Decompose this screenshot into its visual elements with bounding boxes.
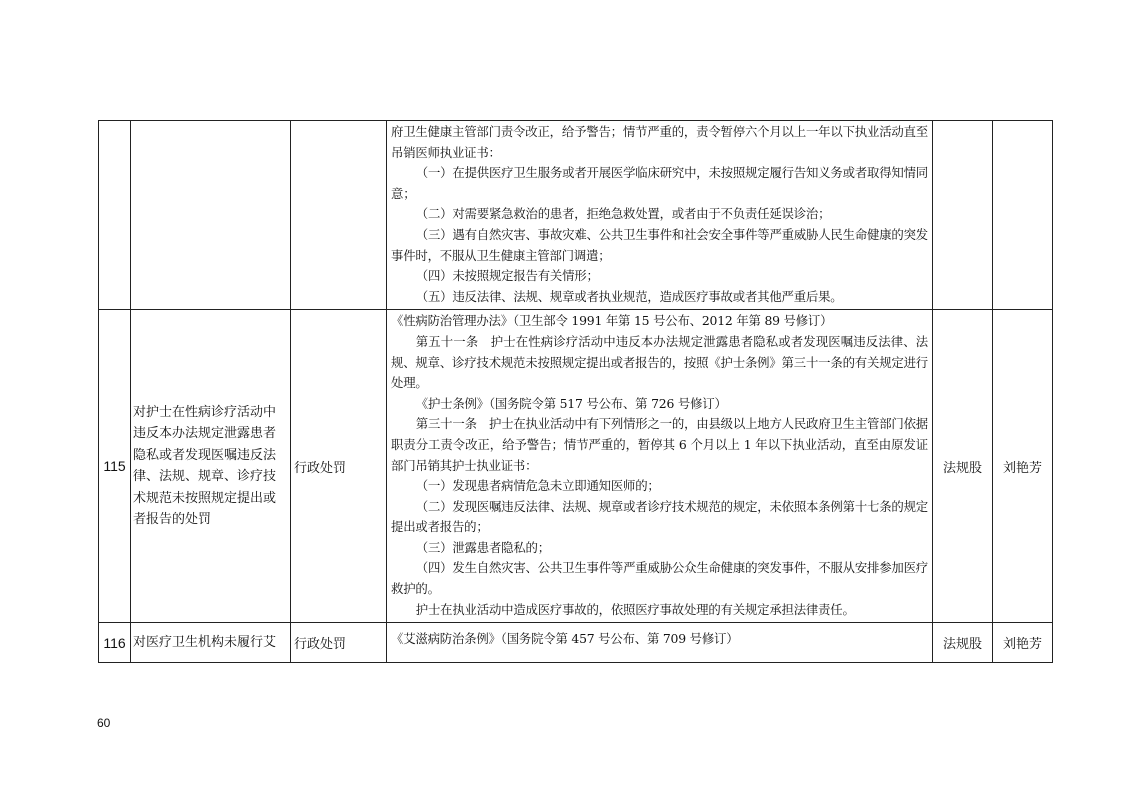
basis-paragraph: 《艾滋病防治条例》（国务院令第 457 号公布、第 709 号修订） bbox=[391, 631, 739, 647]
basis-paragraph: 《性病防治管理办法》（卫生部令 1991 年第 15 号公布、2012 年第 89 号修订） bbox=[391, 313, 833, 329]
item-name bbox=[131, 121, 291, 310]
item-name: 对护士在性病诊疗活动中违反本办法规定泄露患者隐私或者发现医嘱违反法律、法规、规章、诊疗技术规范未按照规定提出或者报告的处罚 bbox=[131, 310, 291, 623]
item-type: 行政处罚 bbox=[291, 310, 387, 623]
responsible-dept bbox=[933, 121, 993, 310]
table-row bbox=[99, 623, 1053, 663]
basis-paragraph: 护士在执业活动中造成医疗事故的，依照医疗事故处理的有关规定承担法律责任。 bbox=[415, 601, 855, 617]
row-number bbox=[99, 121, 131, 310]
table-row bbox=[99, 310, 1053, 623]
basis-paragraph: （三）遇有自然灾害、事故灾难、公共卫生事件和社会安全事件等严重威胁人民生命健康的突发事件时，不服从卫生健康主管部门调遣； bbox=[391, 226, 928, 263]
legal-basis bbox=[387, 121, 933, 310]
table-row bbox=[99, 121, 1053, 310]
responsible-person: 刘艳芳 bbox=[993, 310, 1053, 623]
page-number: 60 bbox=[97, 716, 111, 730]
basis-paragraph: （二）发现医嘱违反法律、法规、规章或者诊疗技术规范的规定，未依照本条例第十七条的规定提出或者报告的； bbox=[391, 498, 928, 535]
basis-paragraph: （三）泄露患者隐私的； bbox=[415, 539, 550, 555]
basis-paragraph: （四）未按照规定报告有关情形； bbox=[415, 268, 599, 284]
responsible-person: 刘艳芳 bbox=[993, 623, 1053, 663]
responsible-dept: 法规股 bbox=[933, 623, 993, 663]
legal-basis bbox=[387, 310, 933, 623]
responsible-dept: 法规股 bbox=[933, 310, 993, 623]
legal-basis bbox=[387, 623, 933, 663]
basis-paragraph: 第三十一条 护士在执业活动中有下列情形之一的，由县级以上地方人民政府卫生主管部门依据职责分工责令改正，给予警告；情节严重的，暂停其 6 个月以上 1 年以下执业活动，直至由原发证部门吊销其护士执业证书： bbox=[391, 416, 928, 473]
item-type: 行政处罚 bbox=[291, 623, 387, 663]
basis-paragraph: （五）违反法律、法规、规章或者执业规范，造成医疗事故或者其他严重后果。 bbox=[415, 288, 843, 304]
basis-paragraph: （四）发生自然灾害、公共卫生事件等严重威胁公众生命健康的突发事件，不服从安排参加医疗救护的。 bbox=[391, 560, 928, 597]
regulation-table bbox=[98, 120, 1053, 663]
basis-paragraph: 第五十一条 护士在性病诊疗活动中违反本办法规定泄露患者隐私或者发现医嘱违反法律、法规、规章、诊疗技术规范未按照规定提出或者报告的，按照《护士条例》第三十一条的有关规定进行处理。 bbox=[391, 333, 928, 391]
row-number: 116 bbox=[99, 623, 131, 663]
basis-paragraph: （二）对需要紧急救治的患者，拒绝急救处置，或者由于不负责任延误诊治； bbox=[415, 206, 831, 222]
responsible-person bbox=[993, 121, 1053, 310]
basis-paragraph: 《护士条例》（国务院令第 517 号公布、第 726 号修订） bbox=[415, 395, 727, 411]
basis-paragraph: 府卫生健康主管部门责令改正，给予警告；情节严重的，责令暂停六个月以上一年以下执业活动直至吊销医师执业证书： bbox=[391, 124, 928, 160]
item-type bbox=[291, 121, 387, 310]
item-name: 对医疗卫生机构未履行艾 bbox=[131, 623, 291, 663]
basis-paragraph: （一）发现患者病情危急未立即通知医师的； bbox=[415, 478, 660, 494]
row-number: 115 bbox=[99, 310, 131, 623]
basis-paragraph: （一）在提供医疗卫生服务或者开展医学临床研究中，未按照规定履行告知义务或者取得知情同意； bbox=[391, 165, 928, 201]
